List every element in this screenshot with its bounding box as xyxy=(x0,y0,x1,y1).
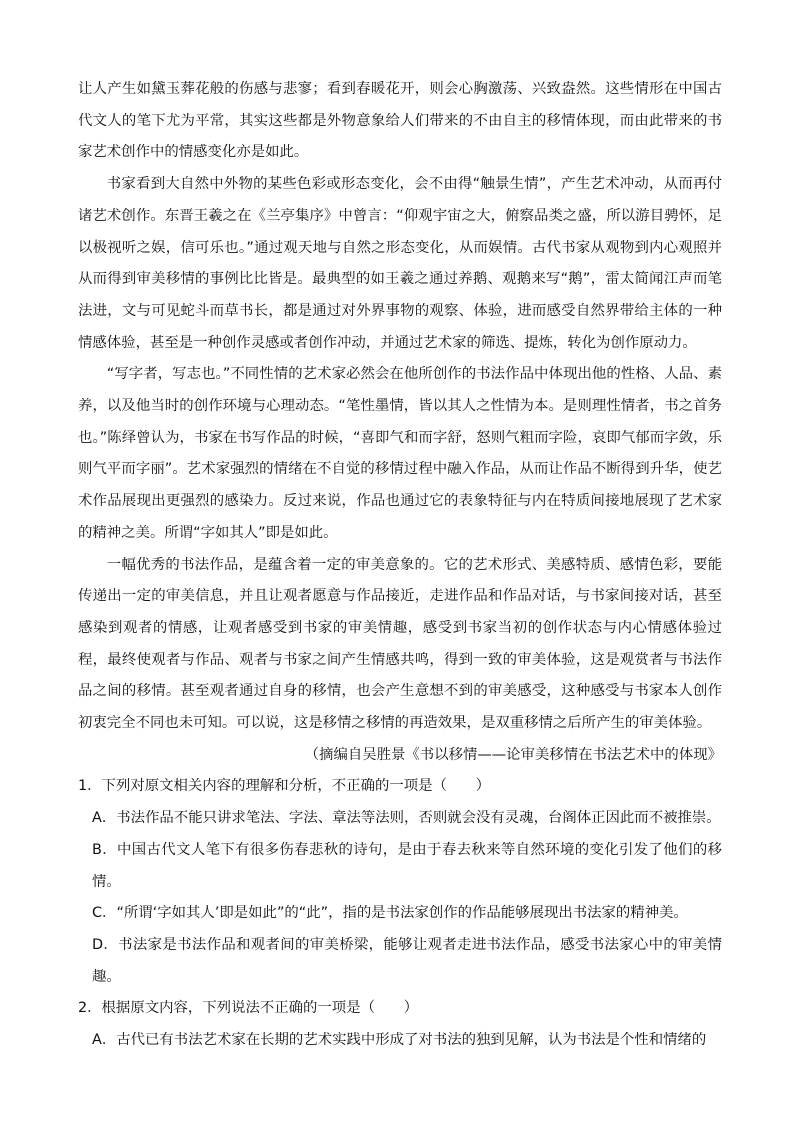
question-2-stem: 2．根据原文内容，下列说法不正确的一项是（ ） xyxy=(78,1000,419,1017)
question-1-option-a: A．书法作品不能只讲求笔法、字法、章法等法则，否则就会没有灵魂，台阁体正因此而不被推崇。 xyxy=(92,810,721,827)
passage-paragraph-4: 一幅优秀的书法作品，是蕴含着一定的审美意象的。它的艺术形式、美感特质、感情色彩，要能传递出一定的审美信息，并且让观者愿意与作品接近，走进作品和作品对话，与书家间接对话，甚至感染到观者的情感，让观者感受到书家的审美情趣，感受到书家当初的创作状态与内心情感体验过程，最终使观者与作品、观者与书家之间产生情感共鸣，得到一致的审美体验，这是观赏者与书法作品之间的移情。甚至观者通过自身的移情，也会产生意想不到的审美感受，这种感受与书家本人创作初衷完全不同也未可知。可以说，这是移情之移情的再造效果，是双重移情之后所产生的审美体验。 xyxy=(78,556,722,732)
question-1-option-d: D．书法家是书法作品和观者间的审美桥梁，能够让观者走进书法作品，感受书法家心中的审美情趣。 xyxy=(92,936,722,985)
passage-source: （摘编自吴胜景《书以移情——论审美移情在书法艺术中的体现》 xyxy=(304,746,722,763)
passage-paragraph-1: 让人产生如黛玉葬花般的伤感与悲寥；看到春暖花开，则会心胸激荡、兴致盎然。这些情形在中国古代文人的笔下尤为平常，其实这些都是外物意象给人们带来的不由自主的移情体现，而由此带来的书家艺术创作中的情感变化亦是如此。 xyxy=(78,81,722,161)
question-2-option-a: A．古代已有书法艺术家在长期的艺术实践中形成了对书法的独到见解，认为书法是个性和情绪的 xyxy=(92,1032,707,1049)
passage-paragraph-2: 书家看到大自然中外物的某些色彩或形态变化，会不由得“触景生情”，产生艺术冲动，从而再付诸艺术创作。东晋王羲之在《兰亭集序》中曾言：“仰观宇宙之大，俯察品类之盛，所以游目骋怀，足以极视听之娱，信可乐也。”通过观天地与自然之形态变化，从而娱情。古代书家从观物到内心观照并从而得到审美移情的事例比比皆是。最典型的如王羲之通过养鹅、观鹅来写“鹅”，雷太简闻江声而笔法进，文与可见蛇斗而草书长，都是通过对外界事物的观察、体验，进而感受自然界带给主体的一种情感体验，甚至是一种创作灵感或者创作冲动，并通过艺术家的筛选、提炼，转化为创作原动力。 xyxy=(78,176,722,351)
question-1-stem: 1．下列对原文相关内容的理解和分析，不正确的一项是（ ） xyxy=(78,778,491,795)
passage-paragraph-3: “写字者，写志也。”不同性情的艺术家必然会在他所创作的书法作品中体现出他的性格、人品、素养，以及他当时的创作环境与心理动态。“笔性墨情，皆以其人之性情为本。是则理性情者，书之首务也。”陈绎曾认为，书家在书写作品的时候，“喜即气和而字舒，怒则气粗而字险，哀即气郁而字敛，乐则气平而字丽”。艺术家强烈的情绪在不自觉的移情过程中融入作品，从而让作品不断得到升华，使艺术作品展现出更强烈的感染力。反过来说，作品也通过它的表象特征与内在特质间接地展现了艺术家的精神之美。所谓“字如其人”即是如此。 xyxy=(78,366,722,541)
question-1-option-b: B．中国古代文人笔下有很多伤春悲秋的诗句，是由于春去秋来等自然环境的变化引发了他们的移情。 xyxy=(92,841,722,890)
page-content xyxy=(78,74,722,1057)
question-1-option-c: C．“所谓‘字如其人’即是如此”的“此”，指的是书法家创作的作品能够展现出书法家的精神美。 xyxy=(92,905,688,922)
